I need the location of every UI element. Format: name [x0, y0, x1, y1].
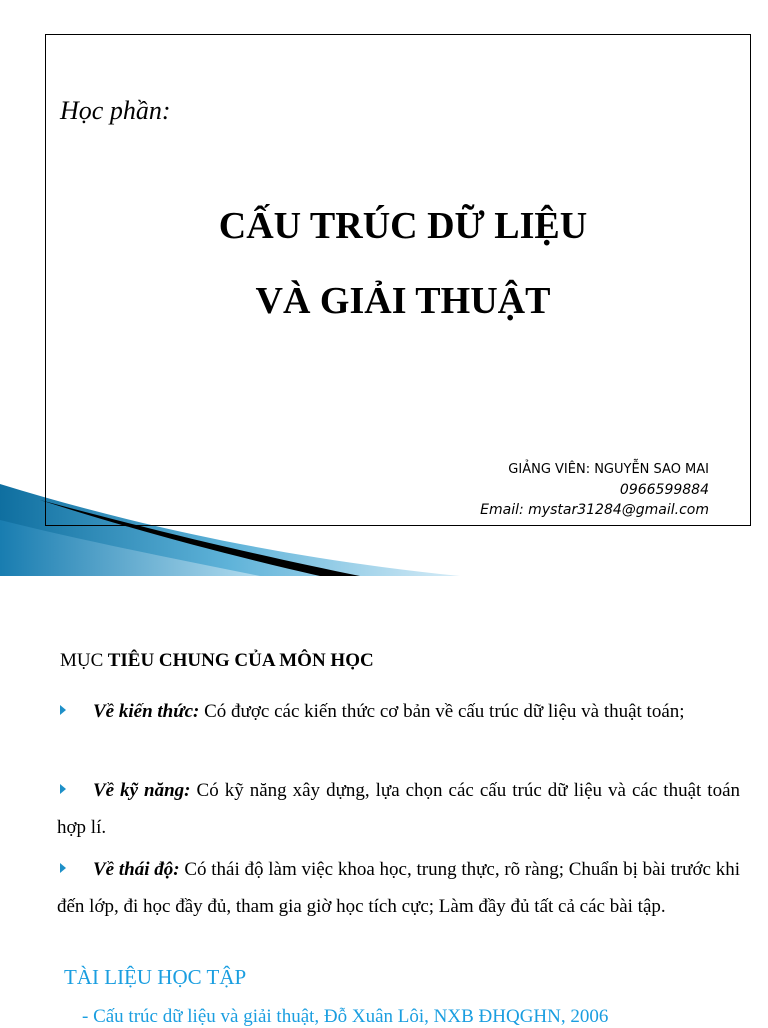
lecturer-phone: 0966599884 [619, 482, 709, 498]
document-body [0, 576, 768, 1027]
objective-label: Về kiến thức: [93, 701, 200, 722]
lecturer-name: GIẢNG VIÊN: NGUYỄN SAO MAI [508, 462, 709, 477]
objective-item [57, 851, 740, 925]
course-label: Học phần: [60, 96, 171, 125]
arrow-bullet-icon [60, 784, 66, 794]
objective-item [57, 693, 740, 730]
objective-label: Về kỹ năng: [93, 780, 191, 801]
course-title-line1: CẤU TRÚC DỮ LIỆU [218, 205, 588, 247]
objectives-heading [60, 650, 374, 672]
reference-item: - Cấu trúc dữ liệu và giải thuật, Đỗ Xuân Lôi, NXB ĐHQGHN, 2006 [82, 1006, 609, 1027]
references-heading: TÀI LIỆU HỌC TẬP [64, 965, 247, 989]
objective-text: Có thái độ làm việc khoa học, trung thực, rõ ràng; Chuẩn bị bài trước khi đến lớp, đi học đầy đủ, tham gia giờ học tích cực; Làm đầy đủ tất cả các bài tập. [57, 859, 740, 917]
objectives-heading-part2: TIÊU CHUNG CỦA MÔN HỌC [103, 650, 374, 671]
objective-label: Về thái độ: [93, 859, 180, 880]
objective-text: Có kỹ năng xây dựng, lựa chọn các cấu trúc dữ liệu và các thuật toán hợp lí. [57, 780, 741, 838]
course-title-line2: VÀ GIẢI THUẬT [255, 280, 551, 322]
arrow-bullet-icon [60, 863, 66, 873]
objectives-heading-part1: MỤC [60, 650, 104, 671]
lecturer-email: Email: mystar31284@gmail.com [480, 502, 709, 518]
arrow-bullet-icon [60, 705, 66, 715]
lecturer-block [480, 460, 709, 520]
objective-item [57, 772, 740, 846]
objective-text: Có được các kiến thức cơ bản về cấu trúc dữ liệu và thuật toán; [199, 701, 685, 722]
